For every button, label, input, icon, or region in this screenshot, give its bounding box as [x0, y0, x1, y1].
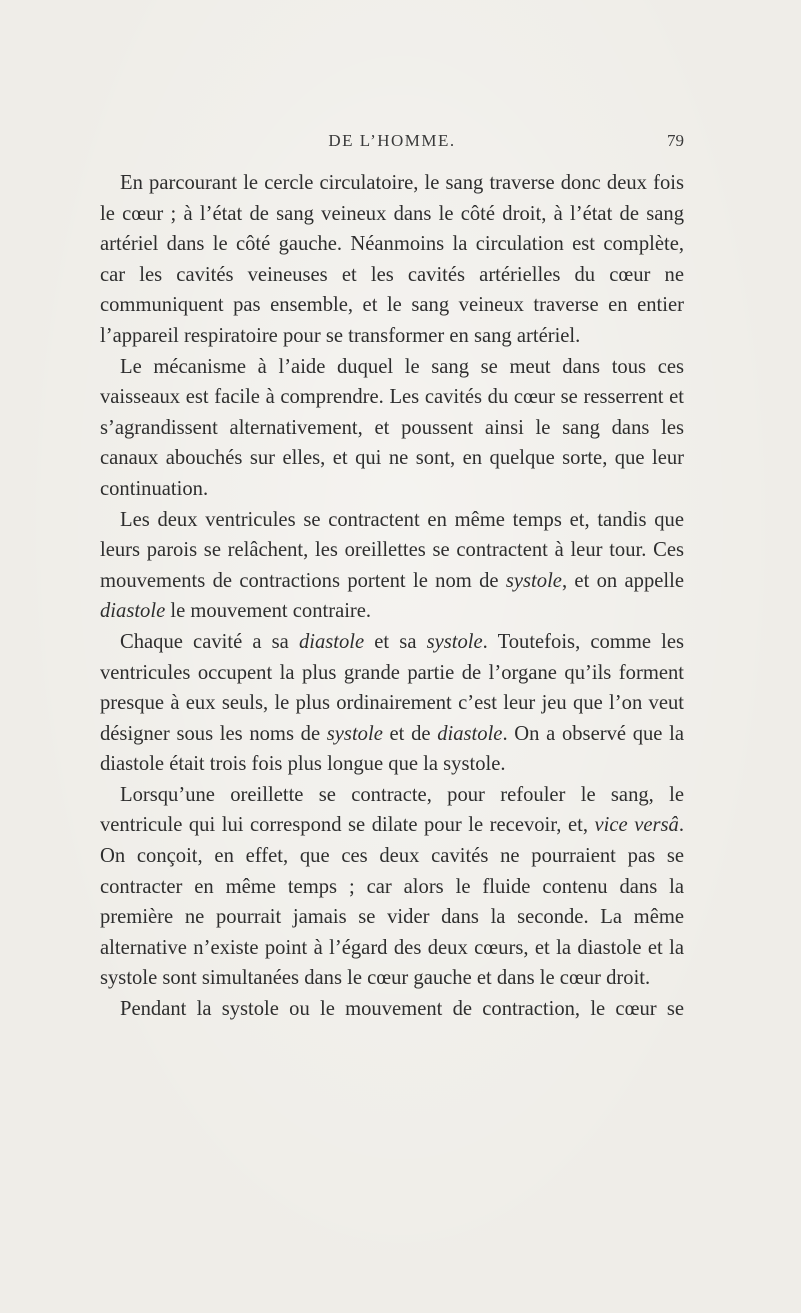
paragraph [100, 627, 684, 780]
italic-term: diastole [298, 630, 365, 653]
text-run: En parcourant le cercle circulatoire, le sang traverse donc deux fois le cœur ; à l’état de sang veineux dans le côté droit, à l’état de sang artériel dans le côté gauche. Néanmoins la circulation est complète, car les cavités veineuses et les cavités artérielles du cœur ne communiquent pas ensemble, et le sang veineux traverse en entier l’appareil respiratoire pour se transformer en sang artériel. [100, 172, 684, 347]
italic-term: vice versâ [594, 814, 679, 837]
text-run: Le mécanisme à l’aide duquel le sang se meut dans tous ces vaisseaux est facile à comprendre. Les cavités du cœur se resserrent et s’agrandissent alternativement, et poussent ainsi le sang dans les canaux abouchés sur elles, et qui ne sont, en quelque sorte, que leur continuation. [100, 355, 684, 500]
body-text [100, 168, 684, 1025]
text-run: . On conçoit, en effet, que ces deux cavités ne pourraient pas se contracter en même temps ; car alors le fluide contenu dans la première ne pourrait jamais se vider dans la seconde. La même alternative n’existe point à l’égard des deux cœurs, et la diastole et la systole sont simultanées dans le cœur gauche et dans le cœur droit. [100, 814, 684, 990]
italic-term: diastole [100, 600, 166, 623]
italic-term: systole [326, 722, 383, 745]
running-head [100, 131, 684, 155]
text-run: , et on appelle [561, 569, 685, 592]
italic-term: systole [505, 569, 562, 592]
paragraph [100, 780, 684, 994]
text-run: Les deux ventricules se contractent en même temps et, tandis que leurs parois se relâchent, les oreillettes se contractent à leur tour. Ces mouvements de contractions portent le nom de [100, 508, 684, 592]
text-run: Chaque cavité a sa [120, 630, 299, 653]
text-run: . On a observé que la diastole était trois fois plus longue que la systole. [100, 722, 684, 776]
paragraph [100, 352, 684, 505]
text-run: Lorsqu’une oreillette se contracte, pour refouler le sang, le ventricule qui lui correspond se dilate pour le recevoir, et, [100, 783, 684, 837]
paragraph [100, 505, 684, 627]
paragraph [100, 168, 684, 352]
page-number: 79 [667, 131, 684, 150]
text-run: Pendant la systole ou le mouvement de contraction, le cœur se [120, 998, 684, 1021]
text-run: le mouvement contraire. [165, 600, 372, 623]
text-run: et sa [364, 630, 427, 653]
text-run: et de [382, 722, 438, 745]
running-title: DE L’HOMME. [328, 131, 456, 150]
paragraph [100, 994, 684, 1025]
italic-term: diastole [437, 722, 503, 745]
italic-term: systole [426, 630, 483, 653]
text-run: . Toutefois, comme les ventricules occupent la plus grande partie de l’organe qu’ils forment presque à eux seuls, le plus ordinairement c’est leur jeu que l’on veut désigner sous les noms de [100, 630, 684, 745]
